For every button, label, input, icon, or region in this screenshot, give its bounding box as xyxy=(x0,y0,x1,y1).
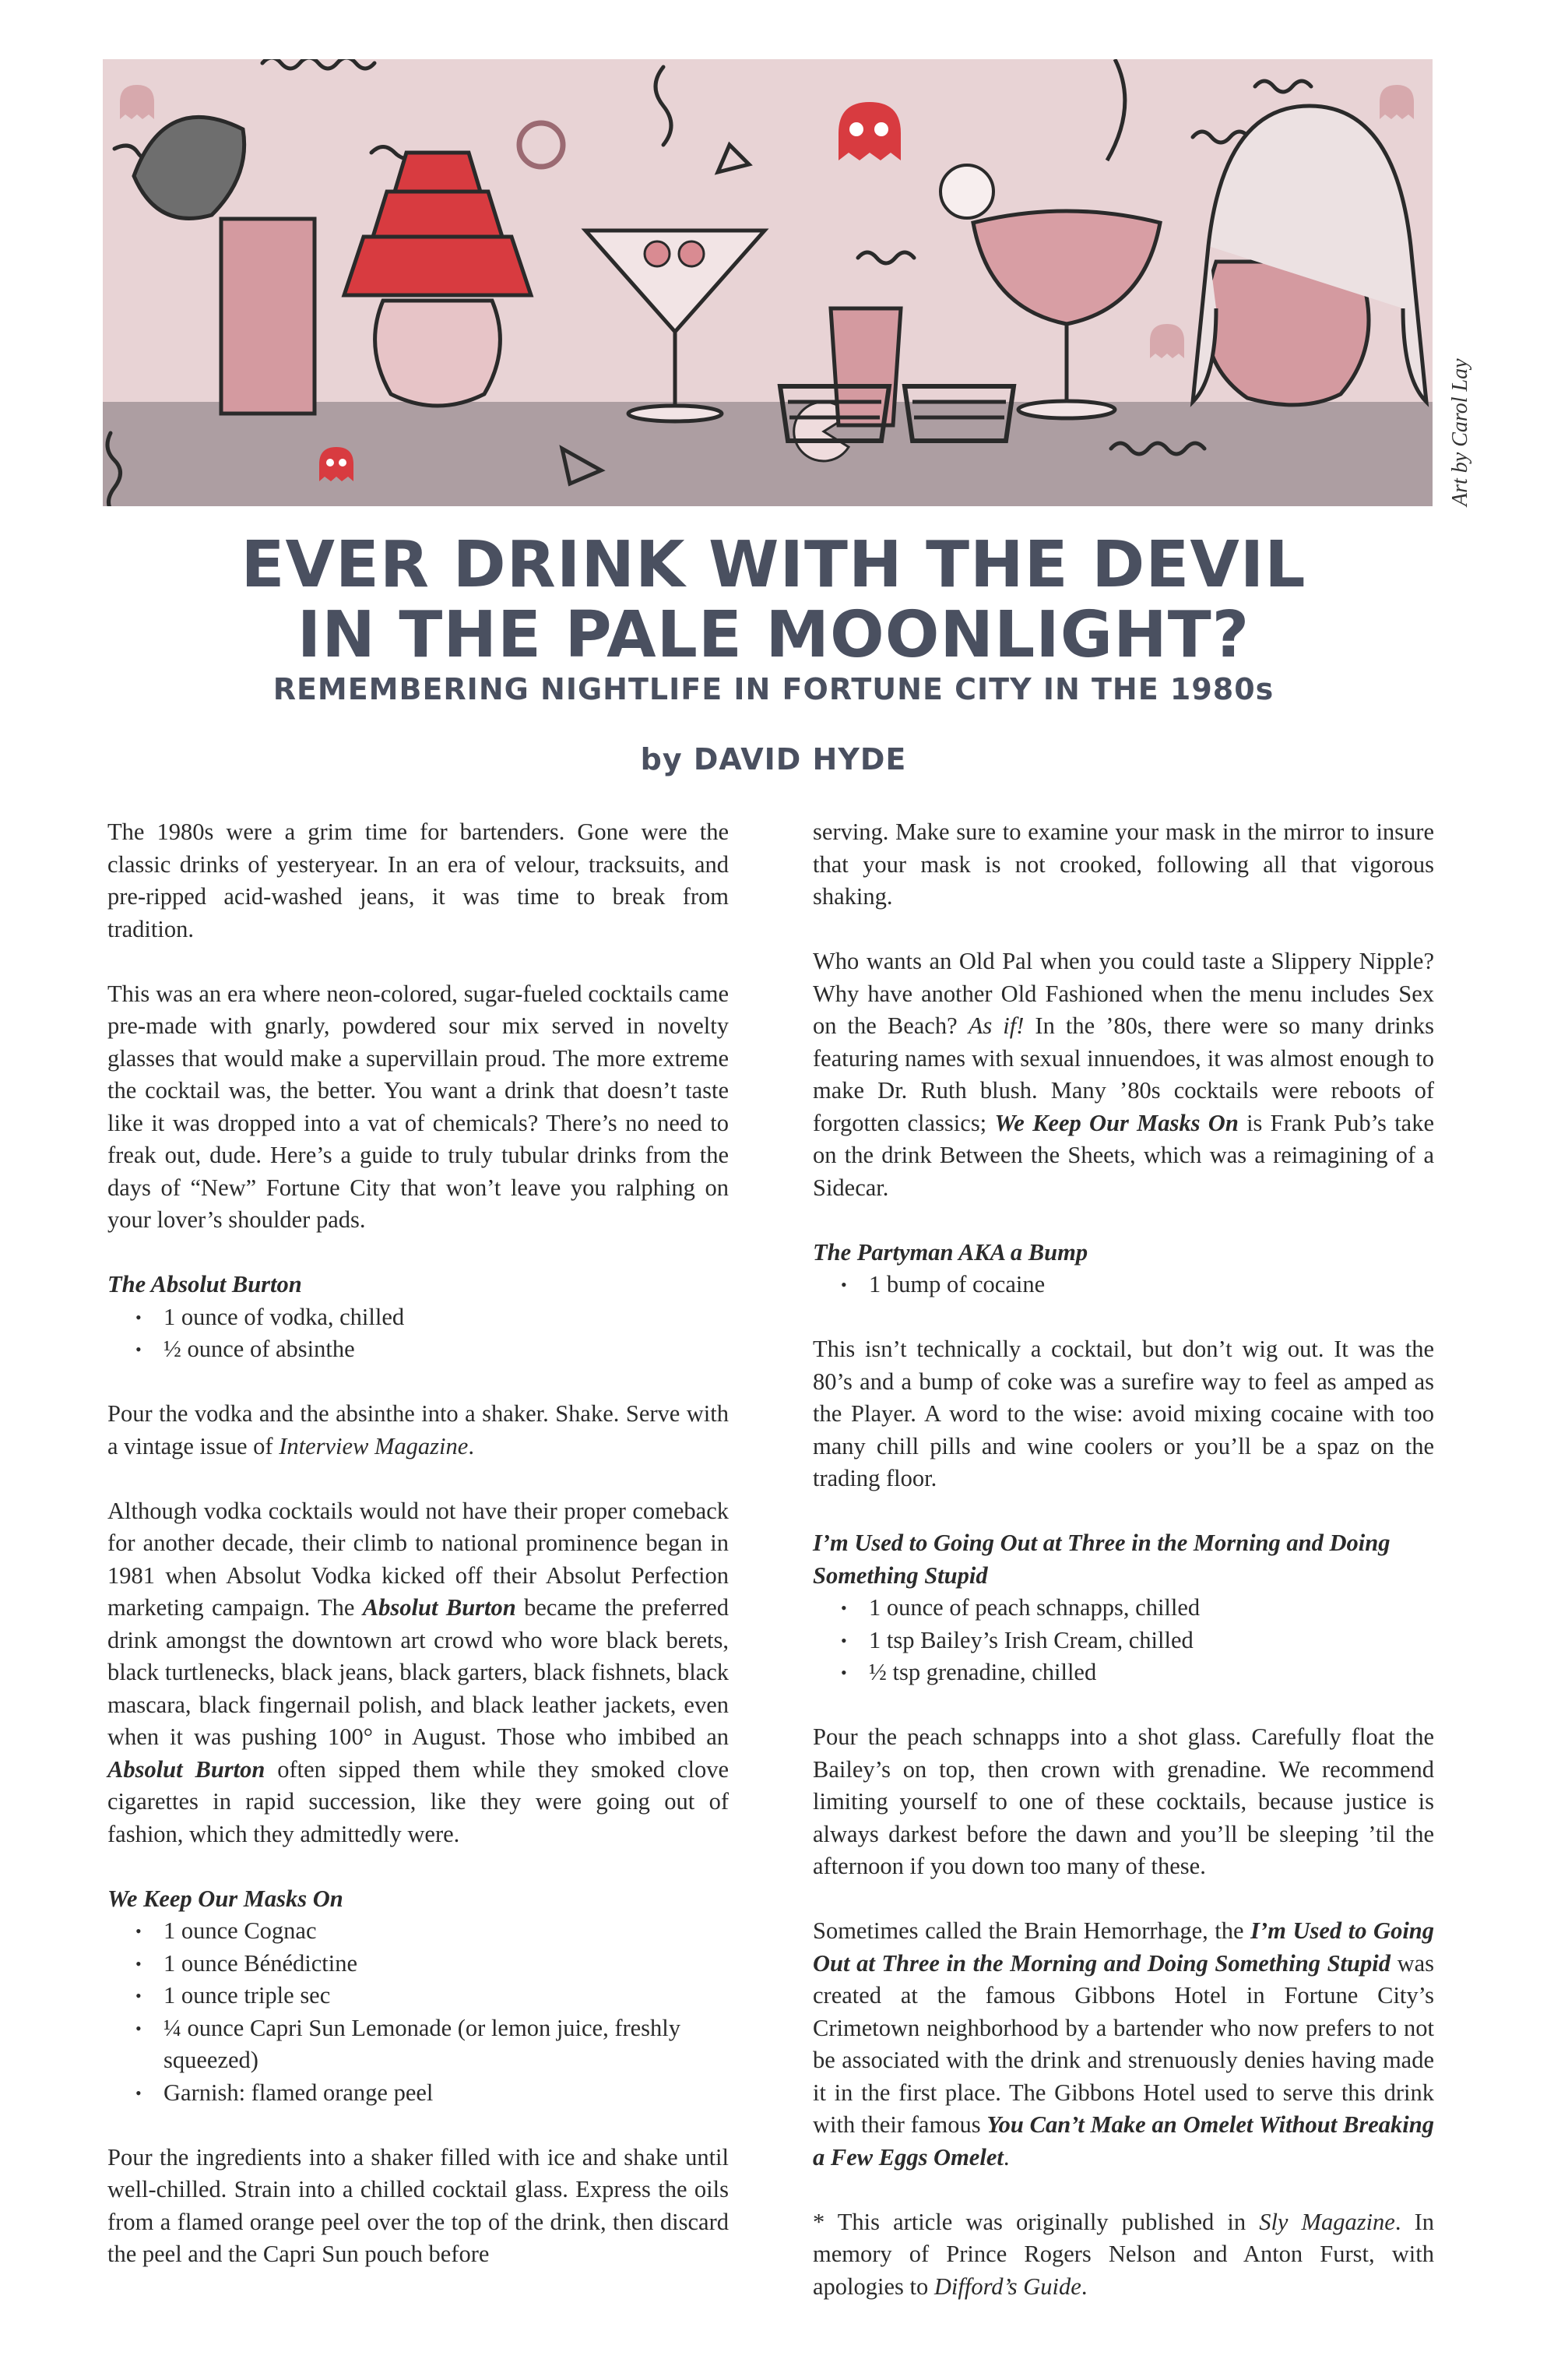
list-item: • 1 ounce Cognac xyxy=(163,1915,729,1948)
list-item: • 1 ounce of vodka, chilled xyxy=(163,1301,729,1334)
list-item: • 1 tsp Bailey’s Irish Cream, chilled xyxy=(869,1625,1434,1657)
list-item: • 1 ounce of peach schnapps, chilled xyxy=(869,1592,1434,1625)
list-item: • 1 ounce Bénédictine xyxy=(163,1948,729,1980)
right-column xyxy=(813,816,1434,2303)
recipe-title: We Keep Our Masks On xyxy=(107,1885,343,1912)
paragraph: This was an era where neon-colored, sugar-fueled cocktails came pre-made with gnarly, powdered sour mix served in novelty glasses that would make a supervillain proud. The more extreme the cocktail was, the better. You want a drink that doesn’t taste like it was dropped into a vat of chemicals? There’s no need to freak out, dude. Here’s a guide to truly tubular drinks from the days of “New” Fortune City that won’t leave you ralphing on your lover’s shoulder pads. xyxy=(107,980,729,1233)
author-name: DAVID HYDE xyxy=(693,742,907,776)
paragraph: Pour the ingredients into a shaker filled with ice and shake until well-chilled. Strain into a chilled cocktail glass. Express the oils from a flamed orange peel over the top of the drink, then discard the peel and the Capri Sun pouch before xyxy=(107,2143,729,2267)
paragraph: Pour the peach schnapps into a shot glass. Carefully float the Bailey’s on top, then crown with grenadine. We recommend limiting yourself to one of these cocktails, because justice is always darkest before the dawn and you’ll be sleeping ’til the afternoon if you down too many of these. xyxy=(813,1723,1434,1879)
article-title-line1: EVER DRINK WITH THE DEVIL xyxy=(241,528,1306,602)
list-item: • ½ ounce of absinthe xyxy=(163,1333,729,1366)
art-credit: Art by Carol Lay xyxy=(1448,358,1472,506)
paragraph: serving. Make sure to examine your mask in the mirror to insure that your mask is not crooked, following all that vigorous shaking. xyxy=(813,819,1434,910)
paragraph: Although vodka cocktails would not have their proper comeback for another decade, their climb to national prominence began in 1981 when Absolut Vodka kicked off their Absolut Perfection marketing campaign. The Absolut Burton became the preferred drink amongst the downtown art crowd who wore black berets, black turtlenecks, black jeans, black garters, black fishnets, black mascara, black fingernail polish, and black leather jackets, even when it was pushing 100° in August. Those who imbibed an Absolut Burton often sipped them while they smoked clove cigarettes in rapid succession, like they were going out of fashion, which they admittedly were. xyxy=(107,1497,729,1847)
recipe-title: The Partyman AKA a Bump xyxy=(813,1238,1088,1266)
recipe-title: The Absolut Burton xyxy=(107,1271,302,1297)
header-illustration xyxy=(103,59,1433,506)
ingredient-list xyxy=(813,1269,1434,1301)
list-item: • ½ tsp grenadine, chilled xyxy=(869,1656,1434,1689)
paragraph: Who wants an Old Pal when you could taste a Slippery Nipple? Why have another Old Fashioned when the menu includes Sex on the Beach? As if! In the ’80s, there were so many drinks featuring names with sexual innuendoes, it was almost enough to make Dr. Ruth blush. Many ’80s cocktails were reboots of forgotten classics; We Keep Our Masks On is Frank Pub’s take on the drink Between the Sheets, which was a reimagining of a Sidecar. xyxy=(813,948,1434,1201)
article-title-line2: IN THE PALE MOONLIGHT? xyxy=(297,598,1250,672)
list-item: • 1 ounce triple sec xyxy=(163,1980,729,2012)
ingredient-list xyxy=(107,1301,729,1366)
list-item: • 1 bump of cocaine xyxy=(869,1269,1434,1301)
paragraph: The 1980s were a grim time for bartenders. Gone were the classic drinks of yesteryear. In an era of velour, tracksuits, and pre-ripped acid-washed jeans, it was time to break from tradition. xyxy=(107,819,729,942)
ingredient-list xyxy=(813,1592,1434,1689)
paragraph: This isn’t technically a cocktail, but don’t wig out. It was the 80’s and a bump of coke was a surefire way to feel as amped as the Player. A word to the wise: avoid mixing cocaine with too many chill pills and wine coolers or you’ll be a spaz on the trading floor. xyxy=(813,1336,1434,1491)
footnote: * This article was originally published in Sly Magazine. In memory of Prince Rogers Nelson and Anton Furst, with apologies to Difford’s Guide. xyxy=(813,2208,1434,2300)
recipe-title: I’m Used to Going Out at Three in the Morning and Doing Something Stupid xyxy=(813,1530,1391,1589)
list-item: • ¼ ounce Capri Sun Lemonade (or lemon juice, freshly squeezed) xyxy=(163,2012,729,2077)
list-item: • Garnish: flamed orange peel xyxy=(163,2077,729,2110)
byline xyxy=(0,741,1547,777)
paragraph: Pour the vodka and the absinthe into a shaker. Shake. Serve with a vintage issue of Interview Magazine. xyxy=(107,1400,729,1459)
ingredient-list xyxy=(107,1915,729,2109)
left-column xyxy=(107,816,729,2271)
article-subtitle: REMEMBERING NIGHTLIFE IN FORTUNE CITY IN THE 1980s xyxy=(272,672,1275,706)
byline-prefix: by xyxy=(640,742,683,776)
paragraph: Sometimes called the Brain Hemorrhage, the I’m Used to Going Out at Three in the Morning and Doing Something Stupid was created at the famous Gibbons Hotel in Fortune City’s Crimetown neighborhood by a bartender who now prefers to not be associated with the drink and strenuously denies having made it in the first place. The Gibbons Hotel used to serve this drink with their famous You Can’t Make an Omelet Without Breaking a Few Eggs Omelet. xyxy=(813,1917,1435,2171)
